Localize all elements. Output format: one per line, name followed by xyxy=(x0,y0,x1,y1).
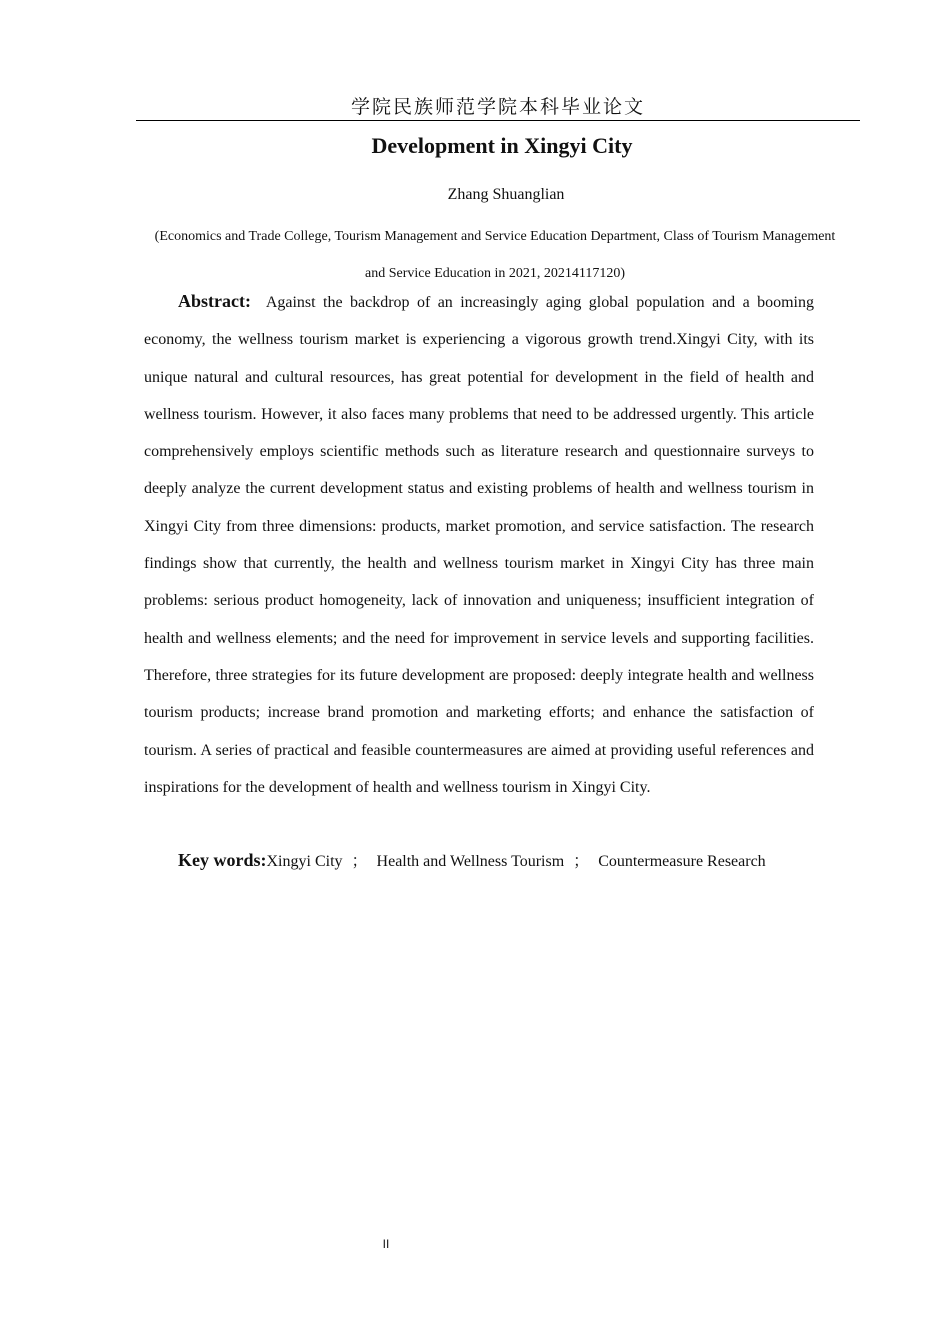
paper-author: Zhang Shuanglian xyxy=(447,186,565,203)
page-number: II xyxy=(382,1237,390,1251)
paper-affiliation: (Economics and Trade College, Tourism Management and Service Education Department, Class of Tourism Management and Service Education in 2021, 20214117120) xyxy=(154,229,836,281)
page-header xyxy=(136,94,860,121)
header-institution: 学院民族师范学院本科毕业论文 xyxy=(350,96,645,118)
keyword-item: Health and Wellness Tourism xyxy=(376,853,565,870)
keywords xyxy=(178,846,868,876)
paper-title: Development in Xingyi City xyxy=(371,133,633,158)
keyword-item: Xingyi City xyxy=(266,853,343,870)
keywords-label: Key words: xyxy=(178,850,267,870)
keyword-item: Countermeasure Research xyxy=(598,853,766,870)
abstract-text: Against the backdrop of an increasingly aging global population and a booming economy, the wellness tourism market is experiencing a vigorous growth trend.Xingyi City, with its unique natural and cultural resources, has great potential for development in the field of health and wellness tourism. However, it also faces many problems that need to be addressed urgently. This article comprehensively employs scientific methods such as literature research and questionnaire surveys to deeply analyze the current development status and existing problems of health and wellness tourism in Xingyi City from three dimensions: products, market promotion, and service satisfaction. The research findings show that currently, the health and wellness tourism market in Xingyi City has three main problems: serious product homogeneity, lack of innovation and uniqueness; insufficient integration of health and wellness elements; and the need for improvement in service levels and supporting facilities. Therefore, three strategies for its future development are proposed: deeply integrate health and wellness tourism products; increase brand promotion and marketing efforts; and enhance the satisfaction of tourism. A series of practical and feasible countermeasures are aimed at providing useful references and inspirations for the development of health and wellness tourism in Xingyi City. xyxy=(144,294,815,796)
abstract-label: Abstract: xyxy=(178,291,251,311)
abstract xyxy=(144,283,814,806)
keyword-separator: ； xyxy=(573,853,590,870)
keyword-separator: ； xyxy=(351,853,368,870)
